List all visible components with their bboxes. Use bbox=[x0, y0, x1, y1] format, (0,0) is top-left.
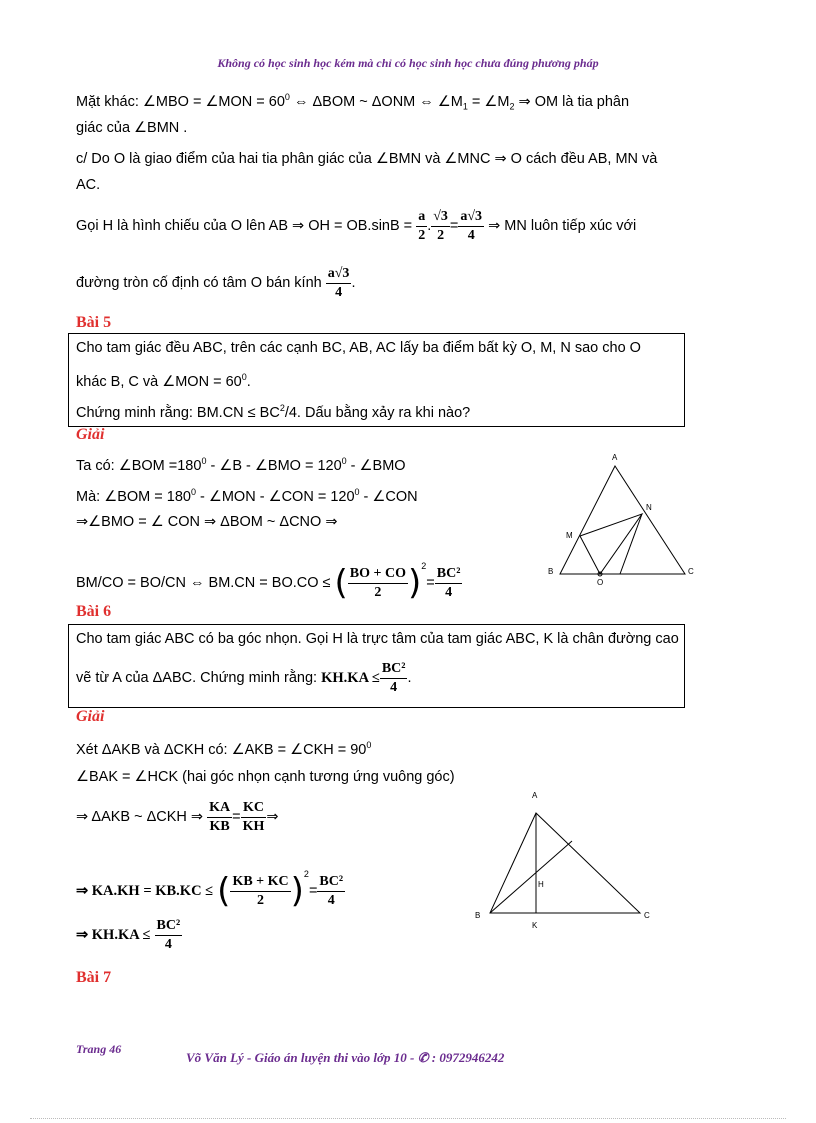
exercise-title: Bài 7 bbox=[76, 969, 112, 986]
proof-line: Xét ΔAKB và ΔCKH có: ∠AKB = ∠CKH = $90^0$ bbox=[76, 740, 372, 758]
exercise-title: Bài 5 bbox=[76, 314, 112, 331]
problem-text: Cho tam giác đều ABC, trên các cạnh BC, AB, AC lấy ba điểm bất kỳ O, M, N sao cho O bbox=[76, 340, 641, 356]
label-a: A bbox=[532, 791, 538, 800]
triangle-abc bbox=[560, 466, 685, 574]
label-o: O bbox=[597, 578, 604, 587]
proof-line: ⇒ KH.KA ≤ $\frac{\text{BC²}}{4}$ bbox=[76, 917, 181, 952]
proof-line: đường tròn cố định có tâm O bán kính $\frac{a√3}{4}$ . bbox=[76, 265, 356, 300]
triangle-mno bbox=[580, 514, 642, 574]
solution-label: Giải bbox=[76, 426, 105, 443]
solution-label: Giải bbox=[76, 708, 105, 725]
problem-text: khác B, C và ∠MON = $60^0$. bbox=[76, 372, 251, 390]
proof-line: c/ Do O là giao điểm của hai tia phân giác của ∠BMN và ∠MNC ⇒ O cách đều AB, MN và bbox=[76, 151, 658, 167]
problem-box bbox=[68, 624, 685, 708]
proof-line: Gọi H là hình chiếu của O lên AB ⇒ OH = OB.sinB = $\frac{a}{2}$ . $\frac{√3}{2}$ = $\frac{a√3}{4}$ ⇒ MN luôn tiếp xúc với bbox=[76, 208, 637, 243]
problem-text: Chứng minh rằng: $BM.CN \le BC^2/4$. Dấu bằng xảy ra khi nào? bbox=[76, 403, 471, 421]
label-k: K bbox=[532, 921, 538, 930]
proof-line: AC. bbox=[76, 177, 101, 193]
segment-no bbox=[620, 514, 642, 574]
label-c: C bbox=[688, 567, 694, 576]
problem-box bbox=[68, 333, 685, 427]
label-b: B bbox=[475, 911, 481, 920]
proof-line: ⇒ KA.KH = KB.KC ≤ ( $\frac{KB + KC}{2}$ )$^2$= $\frac{\text{BC²}}{4}$ bbox=[76, 869, 344, 912]
page-divider bbox=[30, 1118, 786, 1119]
proof-line: Ta có: ∠BOM $=180^0$ - ∠B - ∠BMO = $120^0$ - ∠BMO bbox=[76, 456, 406, 474]
proof-line: ∠BAK = ∠HCK (hai góc nhọn cạnh tương ứng vuông góc) bbox=[76, 769, 455, 785]
page-number: Trang 46 bbox=[76, 1042, 122, 1056]
label-m: M bbox=[566, 531, 573, 540]
label-c: C bbox=[644, 911, 650, 920]
proof-line: Mặt khác: ∠MBO = ∠MON = $60^0$ ⇔ ΔBOM ~ ΔONM ⇔ $\angle M_1$ = $\angle M_2$ ⇒ OM là tia phân bbox=[76, 92, 630, 112]
label-a: A bbox=[612, 453, 618, 462]
label-b: B bbox=[548, 567, 554, 576]
label-h: H bbox=[538, 880, 544, 889]
exercise-title: Bài 6 bbox=[76, 603, 112, 620]
page-footer: Võ Văn Lý - Giáo án luyện thi vào lớp 10 - ✆ : 0972946242 bbox=[186, 1050, 505, 1065]
problem-text: Cho tam giác ABC có ba góc nhọn. Gọi H là trực tâm của tam giác ABC, K là chân đường cao bbox=[76, 631, 679, 647]
proof-line: giác của ∠BMN . bbox=[76, 120, 188, 136]
proof-line: BM/CO = BO/CN ⇔ BM.CN = BO.CO ≤ ( $\frac{BO + CO}{2}$ )$^2$= $\frac{\text{BC²}}{4}$ bbox=[76, 561, 461, 604]
triangle-abc bbox=[490, 813, 640, 913]
triangle-figure-bai5 bbox=[540, 448, 700, 588]
proof-line: Mà: ∠BOM = $180^0$ - ∠MON - ∠CON = $120^0$ - ∠CON bbox=[76, 487, 418, 505]
proof-line: ⇒ ΔAKB ~ ΔCKH ⇒ $\frac{KA}{KB}$ = $\frac{KC}{KH}$ ⇒ bbox=[76, 799, 279, 834]
page-header: Không có học sinh học kém mà chỉ có học sinh học chưa đúng phương pháp bbox=[217, 56, 599, 70]
proof-line: ⇒∠BMO = ∠ CON ⇒ ΔBOM ~ ΔCNO ⇒ bbox=[76, 514, 338, 530]
triangle-figure-bai6 bbox=[470, 785, 670, 935]
problem-text: vẽ từ A của ΔABC. Chứng minh rằng: KH.KA ≤ $\frac{\text{BC²}}{4}$ . bbox=[76, 660, 412, 695]
label-n: N bbox=[646, 503, 652, 512]
altitude-b bbox=[490, 841, 572, 913]
